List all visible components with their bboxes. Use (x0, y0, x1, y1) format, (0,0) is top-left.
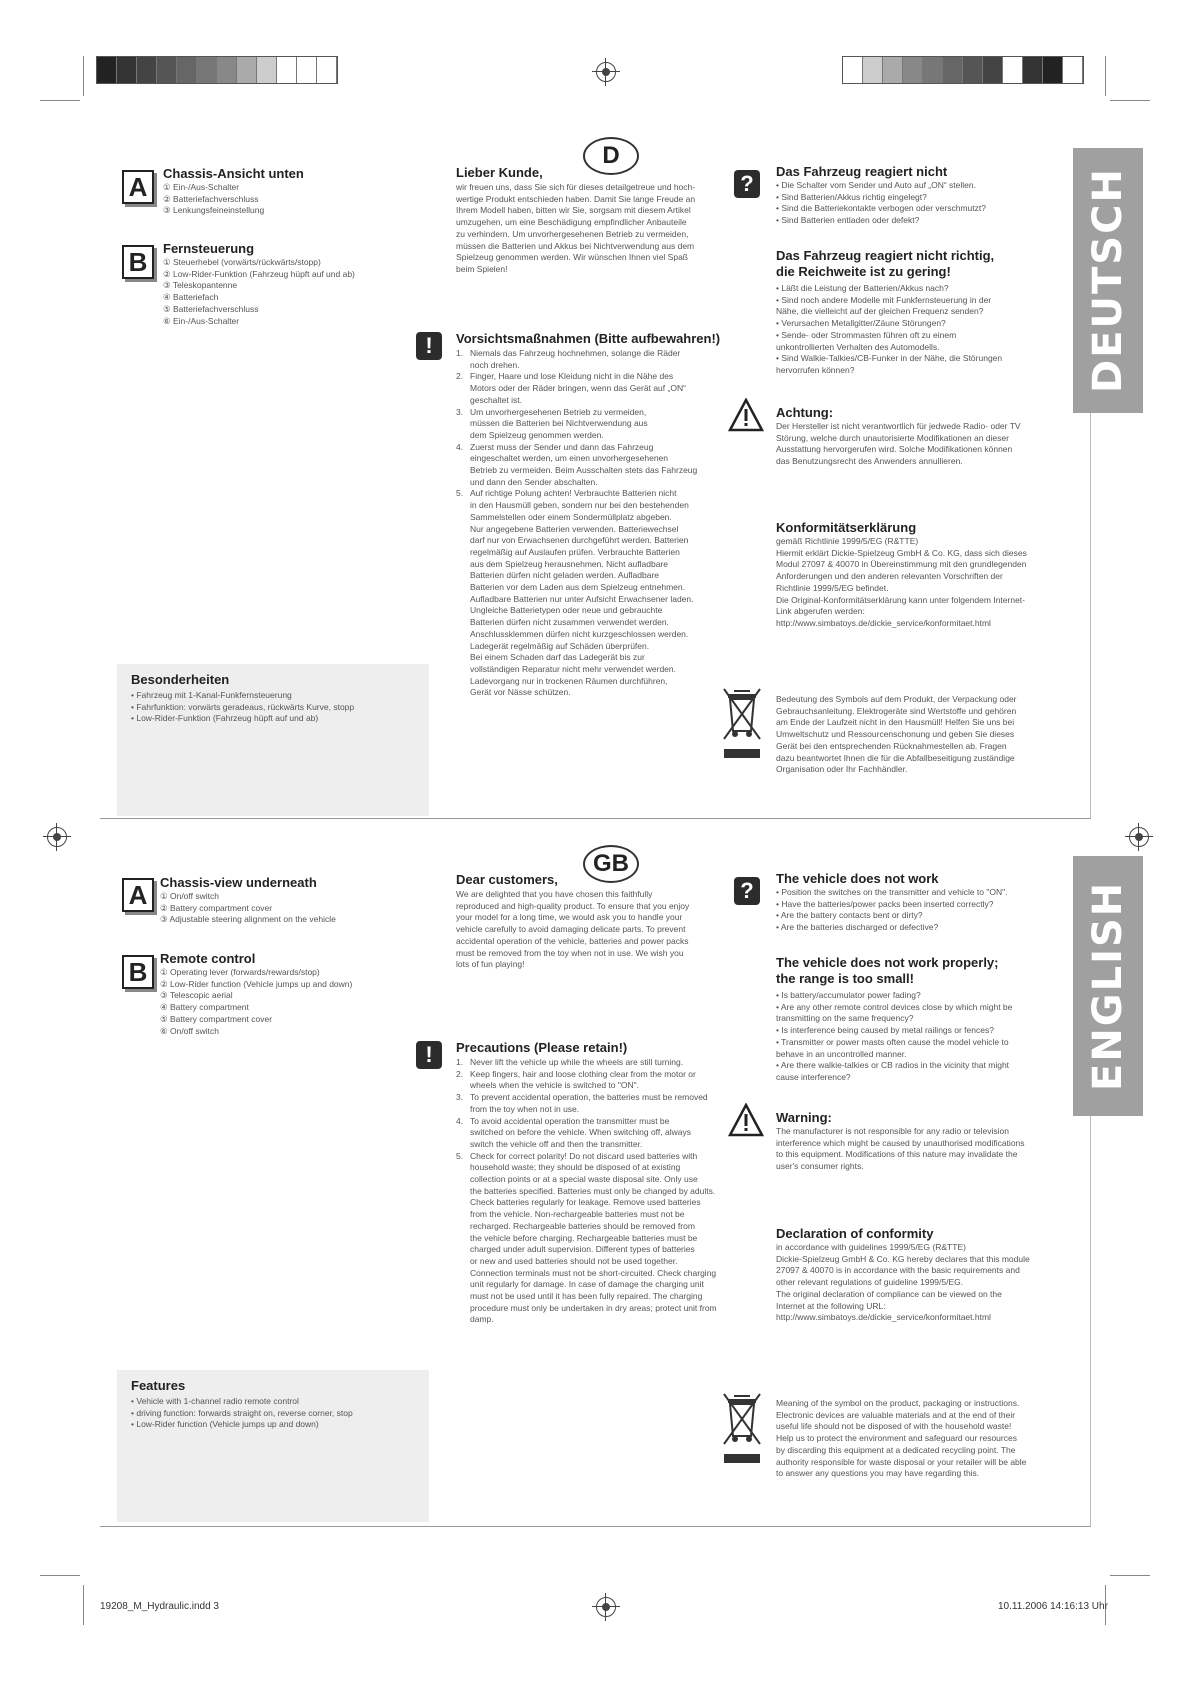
list-item: • driving function: forwards straight on, reverse corner, stop (131, 1407, 353, 1418)
list-item: 4. To avoid accidental operation the transmitter must be switched on before the vehicle. When switching off, always switch the vehicle off and then the transmitter. (456, 1115, 691, 1149)
list-item: ④ Batteriefach (163, 292, 219, 303)
features-box (117, 1370, 429, 1522)
list-item: • Sind Batterien entladen oder defekt? (776, 215, 920, 226)
list-item: • Läßt die Leistung der Batterien/Akkus nach? (776, 283, 949, 293)
conformity-title: Konformitätserklärung (776, 520, 917, 535)
warning-title: Warning: (776, 1110, 832, 1125)
list-item: ⑤ Battery compartment cover (160, 1013, 273, 1024)
list-item: • Are there walkie-talkies or CB radios in the vicinity that might (776, 1060, 1010, 1071)
list-item: 3. Um unvorhergesehenen Betrieb zu vermeiden, müssen die Batterien bei Nichtverwendung aus dem Spielzeug genommen werden. (456, 406, 648, 440)
warning-icon (728, 1103, 764, 1137)
chassis-list (160, 891, 336, 926)
precautions-title: Vorsichtsmaßnahmen (Bitte aufbewahren!) (456, 331, 721, 346)
list-item: • Vehicle with 1-channel radio remote control (131, 1396, 299, 1406)
list-item: • Transmitter or power masts often cause the model vehicle to (776, 1036, 1009, 1047)
features-list (131, 1396, 353, 1431)
list-item: 4. Zuerst muss der Sender und dann das Fahrzeug eingeschaltet werden, um einen unvorhergesehenen Betrieb zu vermeiden. Beim Ausschalten stets das Fahrzeug und dann den Sender abschalten. (456, 441, 698, 487)
weee-bin-icon (720, 685, 764, 767)
list-item: 3. To prevent accidental operation, the batteries must be removed from the toy when not in use. (456, 1092, 708, 1114)
list-item: ② Battery compartment cover (160, 902, 273, 913)
list-item: ② Low-Rider-Funktion (Fahrzeug hüpft auf und ab) (163, 268, 355, 279)
list-item: • Position the switches on the transmitter and vehicle to "ON". (776, 887, 1008, 897)
list-item: • Die Schalter vom Sender und Auto auf „ON“ stellen. (776, 180, 976, 190)
list-item: unkontrollierten Verhalten des Automodells. (776, 341, 940, 352)
customer-text: wir freuen uns, dass Sie sich für dieses detailgetreue und hoch- wertige Produkt entschieden haben. Damit Sie lange Freude an Ihrem Modell haben, bitten wir Sie, sorgsam mit diesem Artikel umzugehen, um eine Beschädigung empfindlicher Anbauteile zu verhindern. Um unvorhergesehenen Betrieb zu vermeiden, müssen die Batterien und Akkus bei Nichtverwendung aus dem Spielzeug genommen werden. Wir wünschen Ihnen viel Spaß beim Spielen! (456, 182, 696, 274)
precautions-list (456, 348, 697, 699)
footer-filename: 19208_M_Hydraulic.indd 3 (100, 1601, 219, 1612)
not-properly-list (776, 990, 1012, 1084)
list-item: 2. Keep fingers, hair and loose clothing clear from the motor or wheels when the vehicle is switched to "ON". (456, 1068, 696, 1091)
list-item: ③ Telescopic aerial (160, 990, 233, 1001)
disposal-text: Meaning of the symbol on the product, packaging or instructions. Electronic devices are valuable materials and at the end of their useful life should not be disposed of with the household waste! Help us to protect the environment and safeguard our resources by discarding this equipment at a dedicated recycling point. The authority responsible for waste disposal or your retailer will be able to answer any questions you may have regarding this. (776, 1398, 1027, 1479)
not-work-list (776, 887, 1008, 934)
list-item: • Verursachen Metallgitter/Zäune Störungen? (776, 318, 946, 329)
sidebar-english (1073, 856, 1143, 1116)
list-item: • Sende- oder Strommasten führen oft zu einem (776, 329, 957, 340)
crop-mark (1105, 56, 1106, 96)
registration-mark-icon (596, 1597, 616, 1617)
list-item: 2. Finger, Haare und lose Kleidung nicht in die Nähe des Motors oder der Räder bringen, wenn das Gerät auf „ON“ geschaltet ist. (456, 371, 686, 405)
not-properly-title: Das Fahrzeug reagiert nicht richtig, die Reichweite ist zu gering! (776, 248, 995, 279)
section-letter-a: A (122, 878, 154, 912)
list-item: • Sind noch andere Modelle mit Funkfernsteuerung in der (776, 294, 992, 305)
section-letter-a: A (122, 170, 154, 204)
list-item: ③ Lenkungsfeineinstellung (163, 205, 265, 216)
conformity-text: in accordance with guidelines 1999/5/EG (R&TTE) Dickie-Spielzeug GmbH & Co. KG hereby declares that this module 27097 & 40070 is in accordance with the basic requirements and other relevant regulations of guideline 1999/5/EG. The original declaration of compliance can be viewed on the Internet at the following URL: http://www.simbatoys.de/dickie_service/konformitaet.html (776, 1242, 1030, 1323)
features-list (131, 690, 354, 725)
steering-title: Fernsteuerung (163, 241, 255, 256)
not-properly-list (776, 283, 1002, 377)
warning-text: The manufacturer is not responsible for any radio or television interference which might be caused by unauthorised modifications to this equipment. Modifications of this nature may invalidate the user's consumer rights. (776, 1126, 1025, 1172)
list-item: hervorrufen können? (776, 364, 855, 375)
sidebar-label: ENGLISH (1085, 880, 1131, 1092)
customer-text: We are delighted that you have chosen this faithfully reproduced and high-quality product. To ensure that you enjoy your model for a long time, we would ask you to handle your vehicle carefully to avoid damaging delicate parts. To prevent accidental operation of the vehicle, batteries and power packs must be removed from the toy when not in use. We wish you lots of fun playing! (456, 889, 690, 970)
list-item: ① On/off switch (160, 891, 219, 901)
list-item: ③ Adjustable steering alignment on the vehicle (160, 914, 336, 925)
list-item: • Low-Rider-Funktion (Fahrzeug hüpft auf und ab) (131, 713, 319, 724)
color-bar-left (96, 56, 338, 84)
customer-title: Dear customers, (456, 872, 558, 887)
list-item: ④ Battery compartment (160, 1002, 249, 1013)
crop-mark (40, 100, 80, 101)
precautions-title: Precautions (Please retain!) (456, 1040, 628, 1055)
crop-mark (1110, 1575, 1150, 1576)
section-letter-b: B (122, 245, 154, 279)
list-item: behave in an uncontrolled manner. (776, 1048, 907, 1059)
sidebar-deutsch (1073, 148, 1143, 413)
features-box (117, 664, 429, 816)
question-icon: ? (734, 877, 760, 905)
remote-list (160, 967, 352, 1037)
list-item: transmitting on the same frequency? (776, 1013, 914, 1024)
precautions-list (456, 1057, 717, 1326)
weee-bin-icon (720, 1390, 764, 1472)
list-item: ⑥ On/off switch (160, 1025, 219, 1036)
list-item: 5. Check for correct polarity! Do not discard used batteries with household waste; they should be disposed of at existing collection points or at a special waste disposal site. Only use the batteries specified. Batteries must only be changed by adults. Check batteries regularly for leakage. Remove used batteries from the vehicle. Non-rechargeable batteries must not be recharged. Rechargeable batteries should be removed from the vehicle before charging. Rechargeable batteries must be charged under adult supervision. Different types of batteries or new and used batteries should not be used together. Connection terminals must not be short-circuited. Check charging unit regularly for damage. In case of damage the charging unit must not be used until it has been fully repaired. The charging procedure must only be undertaken in dry areas; protect unit from damp. (456, 1150, 717, 1325)
list-item: ① Operating lever (forwards/rewards/stop) (160, 967, 320, 977)
list-item: • Low-Rider function (Vehicle jumps up and down) (131, 1419, 319, 1430)
registration-mark-icon (596, 62, 616, 82)
conformity-text: gemäß Richtlinie 1999/5/EG (R&TTE) Hiermit erklärt Dickie-Spielzeug GmbH & Co. KG, dass sich dieses Modul 27097 & 40070 in Übereinstimmung mit den grundlegenden Anforderungen und den anderen relevanten Vorschriften der Richtlinie 1999/5/EG befindet. Die Original-Konformitätserklärung kann unter folgendem Internet- Link abgerufen werden: http://www.simbatoys.de/dickie_service/konformitaet.html (776, 536, 1027, 628)
list-item: • Sind die Batteriekontakte verbogen oder verschmutzt? (776, 203, 986, 214)
list-item: ⑥ Ein-/Aus-Schalter (163, 315, 240, 326)
exclamation-icon: ! (416, 1041, 442, 1069)
warning-title: Achtung: (776, 405, 834, 420)
list-item: 1. Never lift the vehicle up while the wheels are still turning. (456, 1057, 684, 1067)
remote-title: Remote control (160, 951, 256, 966)
not-work-list (776, 180, 986, 227)
list-item: cause interference? (776, 1071, 851, 1082)
conformity-title: Declaration of conformity (776, 1226, 934, 1241)
chassis-title: Chassis-Ansicht unten (163, 166, 304, 181)
not-work-title: The vehicle does not work (776, 871, 939, 886)
list-item: ① Ein-/Aus-Schalter (163, 182, 240, 192)
chassis-list (163, 182, 264, 217)
crop-mark (1110, 100, 1150, 101)
list-item: ② Batteriefachverschluss (163, 193, 259, 204)
list-item: • Are any other remote control devices close by which might be (776, 1001, 1013, 1012)
color-bar-right (842, 56, 1084, 84)
not-work-title: Das Fahrzeug reagiert nicht (776, 164, 948, 179)
exclamation-icon: ! (416, 332, 442, 360)
steering-list (163, 257, 355, 327)
list-item: • Have the batteries/power packs been inserted correctly? (776, 898, 994, 909)
language-badge: GB (583, 845, 639, 883)
list-item: • Fahrfunktion: vorwärts geradeaus, rückwärts Kurve, stopp (131, 701, 355, 712)
list-item: • Are the battery contacts bent or dirty? (776, 910, 923, 921)
crop-mark (40, 1575, 80, 1576)
section-letter-b: B (122, 955, 154, 989)
list-item: ① Steuerhebel (vorwärts/rückwärts/stopp) (163, 257, 321, 267)
features-title: Features (131, 1378, 186, 1393)
question-icon: ? (734, 170, 760, 198)
crop-mark (83, 1585, 84, 1625)
list-item: ② Low-Rider function (Vehicle jumps up and down) (160, 978, 353, 989)
customer-title: Lieber Kunde, (456, 165, 543, 180)
list-item: ③ Teleskopantenne (163, 280, 238, 291)
list-item: 1. Niemals das Fahrzeug hochnehmen, solange die Räder noch drehen. (456, 348, 681, 370)
list-item: • Sind Batterien/Akkus richtig eingelegt? (776, 191, 927, 202)
footer-timestamp: 10.11.2006 14:16:13 Uhr (998, 1601, 1108, 1612)
list-item: • Fahrzeug mit 1-Kanal-Funkfernsteuerung (131, 690, 292, 700)
chassis-title: Chassis-view underneath (160, 875, 317, 890)
registration-mark-icon (47, 827, 67, 847)
disposal-text: Bedeutung des Symbols auf dem Produkt, der Verpackung oder Gebrauchsanleitung. Elektrogeräte sind Wertstoffe und gehören am Ende der Laufzeit nicht in den Hausmüll! Helfen Sie uns bei Umweltschutz und Ressourcenschonung und geben Sie dieses Gerät bei den entsprechenden Rücknahmestellen ab. Fragen dazu beantwortet Ihnen die für die Abfallbeseitigung zuständige Organisation oder Ihr Fachhändler. (776, 694, 1017, 775)
list-item: • Is battery/accumulator power fading? (776, 990, 921, 1000)
list-item: • Are the batteries discharged or defective? (776, 922, 939, 933)
warning-text: Der Hersteller ist nicht verantwortlich für jedwede Radio- oder TV Störung, welche durch unautorisierte Modifikationen an dieser Ausstattung hervorgerufen wird. Solche Modifikationen können das Benutzungsrecht des Anwenders annullieren. (776, 421, 1021, 467)
crop-mark (83, 56, 84, 96)
list-item: ⑤ Batteriefachverschluss (163, 303, 259, 314)
sidebar-label: DEUTSCH (1085, 167, 1131, 394)
list-item: 5. Auf richtige Polung achten! Verbrauchte Batterien nicht in den Hausmüll geben, sondern nur bei den bestehenden Sammelstellen oder einem Sondermüllplatz abgeben. Nur angegebene Batterien verwenden. Batteriewechsel darf nur von Erwachsenen durchgeführt werden. Batterien regelmäßig auf Auslaufen prüfen. Verbrauchte Batterien aus dem Spielzeug herausnehmen. Nicht aufladbare Batterien dürfen nicht geladen werden. Aufladbare Batterien vor dem Laden aus dem Spielzeug entnehmen. Aufladbare Batterien nur unter Aufsicht Erwachsener laden. Ungleiche Batterietypen oder neue und gebrauchte Batterien dürfen nicht zusammen verwendet werden. Anschlussklemmen dürfen nicht kurzgeschlossen werden. Ladegerät regelmäßig auf Schäden überprüfen. Bei einem Schaden darf das Ladegerät bis zur vollständigen Reparatur nicht mehr verwendet werden. Ladevorgang nur in trockenen Räumen durchführen, Gerät vor Nässe schützen. (456, 488, 694, 698)
not-properly-title: The vehicle does not work properly; the range is too small! (776, 955, 999, 986)
list-item: • Is interference being caused by metal railings or fences? (776, 1025, 994, 1036)
features-title: Besonderheiten (131, 672, 230, 687)
language-badge: D (583, 137, 639, 175)
warning-icon (728, 398, 764, 432)
list-item: Nähe, die vielleicht auf der gleichen Frequenz senden? (776, 306, 984, 317)
registration-mark-icon (1129, 827, 1149, 847)
list-item: • Sind Walkie-Talkies/CB-Funker in der Nähe, die Störungen (776, 353, 1003, 364)
